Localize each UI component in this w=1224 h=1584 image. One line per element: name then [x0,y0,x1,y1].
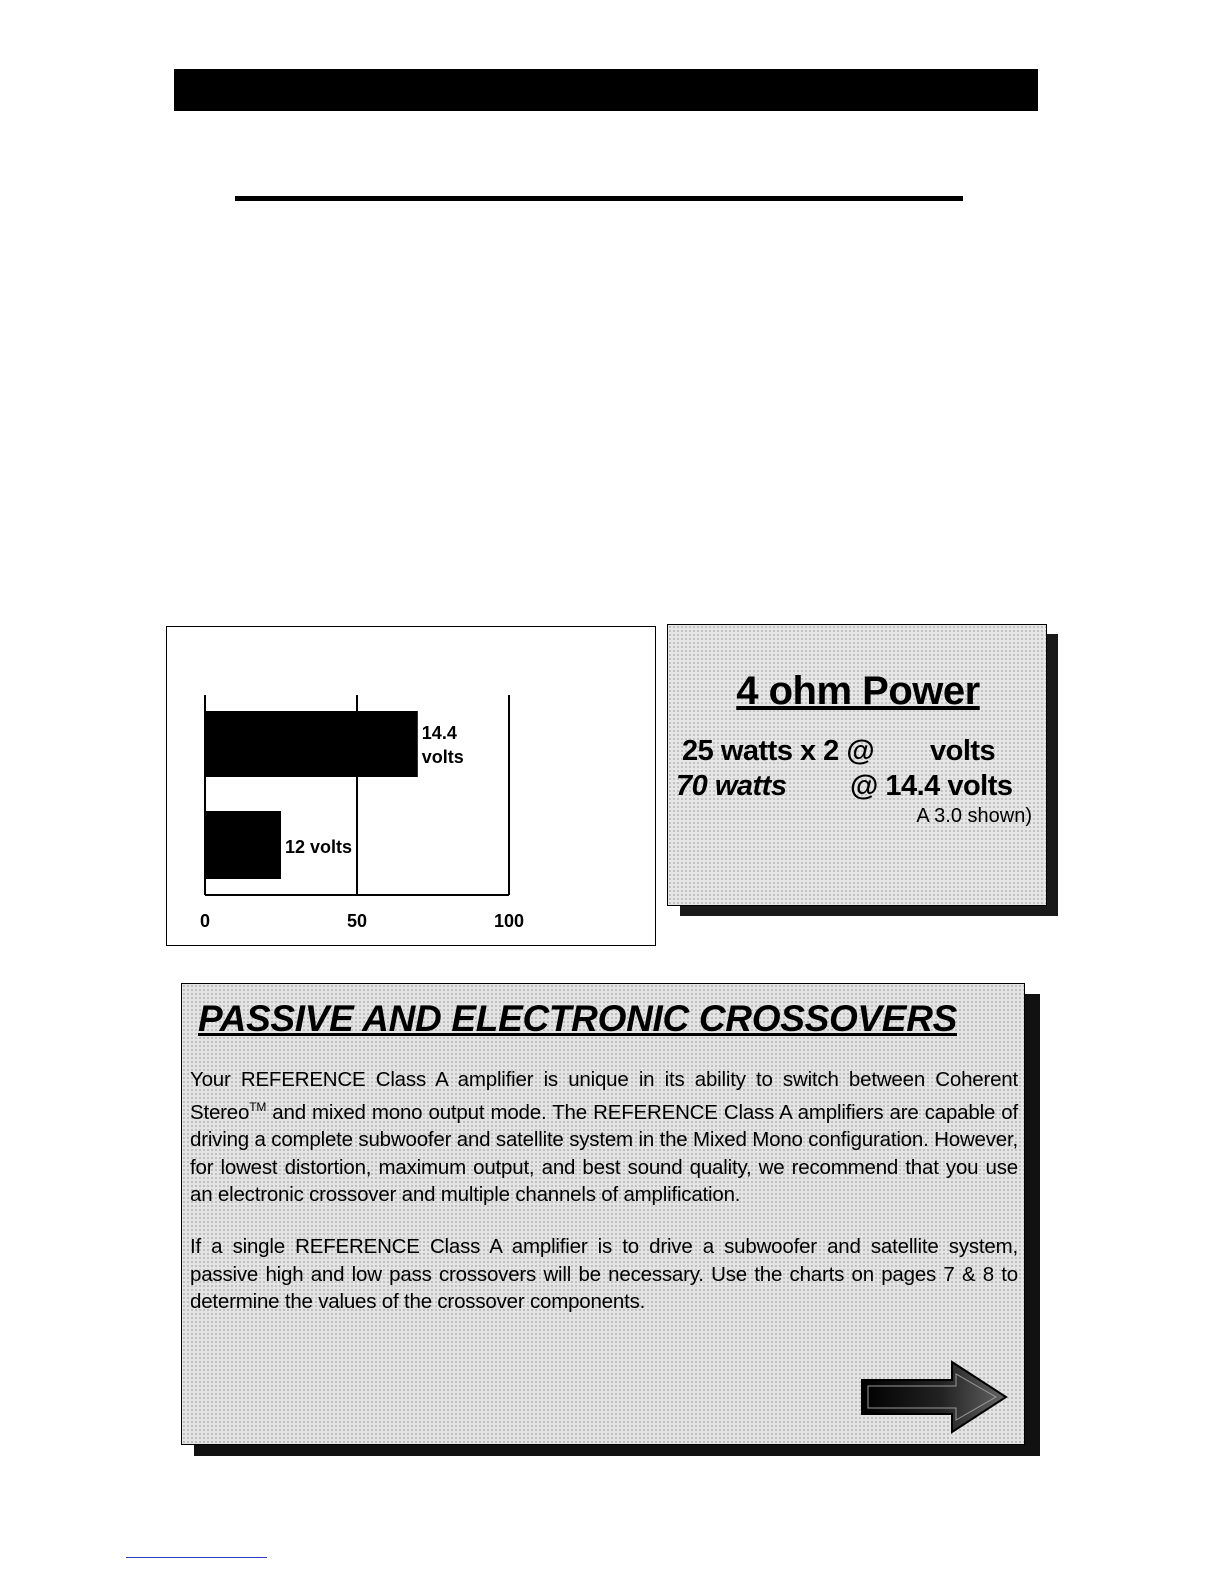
bar-12-volts [205,811,281,879]
power-title: 4 ohm Power [736,669,980,713]
bar-label-14v-line2: volts [421,747,464,767]
model-note: A 3.0 shown) [916,805,1032,827]
x-tick-label-100: 100 [493,911,525,931]
power-bar-chart [167,627,657,947]
crossover-title: PASSIVE AND ELECTRONIC CROSSOVERS [198,998,957,1039]
power-spec-panel [667,624,1047,906]
power-chart-panel [166,626,656,946]
bar-label-14v-line1: 14.4 [421,723,457,743]
header-black-bar [174,69,1038,111]
crossover-panel [181,983,1025,1445]
x-tick-label-50: 50 [346,911,368,931]
header-rule [235,196,963,201]
footer-link-rule [126,1557,267,1558]
bar-14-4-volts [205,711,418,777]
para1-text-a: Your REFERENCE Class A amplifier is unique in its ability to switch between Coherent Stereo [190,1068,1018,1124]
bar-label-12v: 12 volts [285,837,353,857]
para1-text-b: and mixed mono output mode. The REFERENCE Class A amplifiers are capable of driving a complete subwoofer and satellite system in the Mixed Mono configuration. However, for lowest distortion, maximum output, and best sound quality, we recommend that you use an electronic crossover and multiple channels of amplification. [190,1100,1018,1207]
mono-power-spec: 70 watts [676,770,787,802]
crossover-paragraph-2: If a single REFERENCE Class A amplifier is to drive a subwoofer and satellite system, passive high and low pass crossovers will be necessary. Use the charts on pages 7 & 8 to determine the values of the crossover components. [190,1235,1018,1314]
crossover-paragraph-1 [190,1066,1018,1209]
mono-power-voltage: @ 14.4 volts [850,770,1013,802]
stereo-power-voltage: volts [930,735,996,767]
next-page-arrow-icon [860,1360,1010,1434]
x-tick-label-0: 0 [199,911,211,931]
stereo-power-spec: 25 watts x 2 @ [682,735,875,767]
trademark-mark: TM [249,1099,267,1114]
